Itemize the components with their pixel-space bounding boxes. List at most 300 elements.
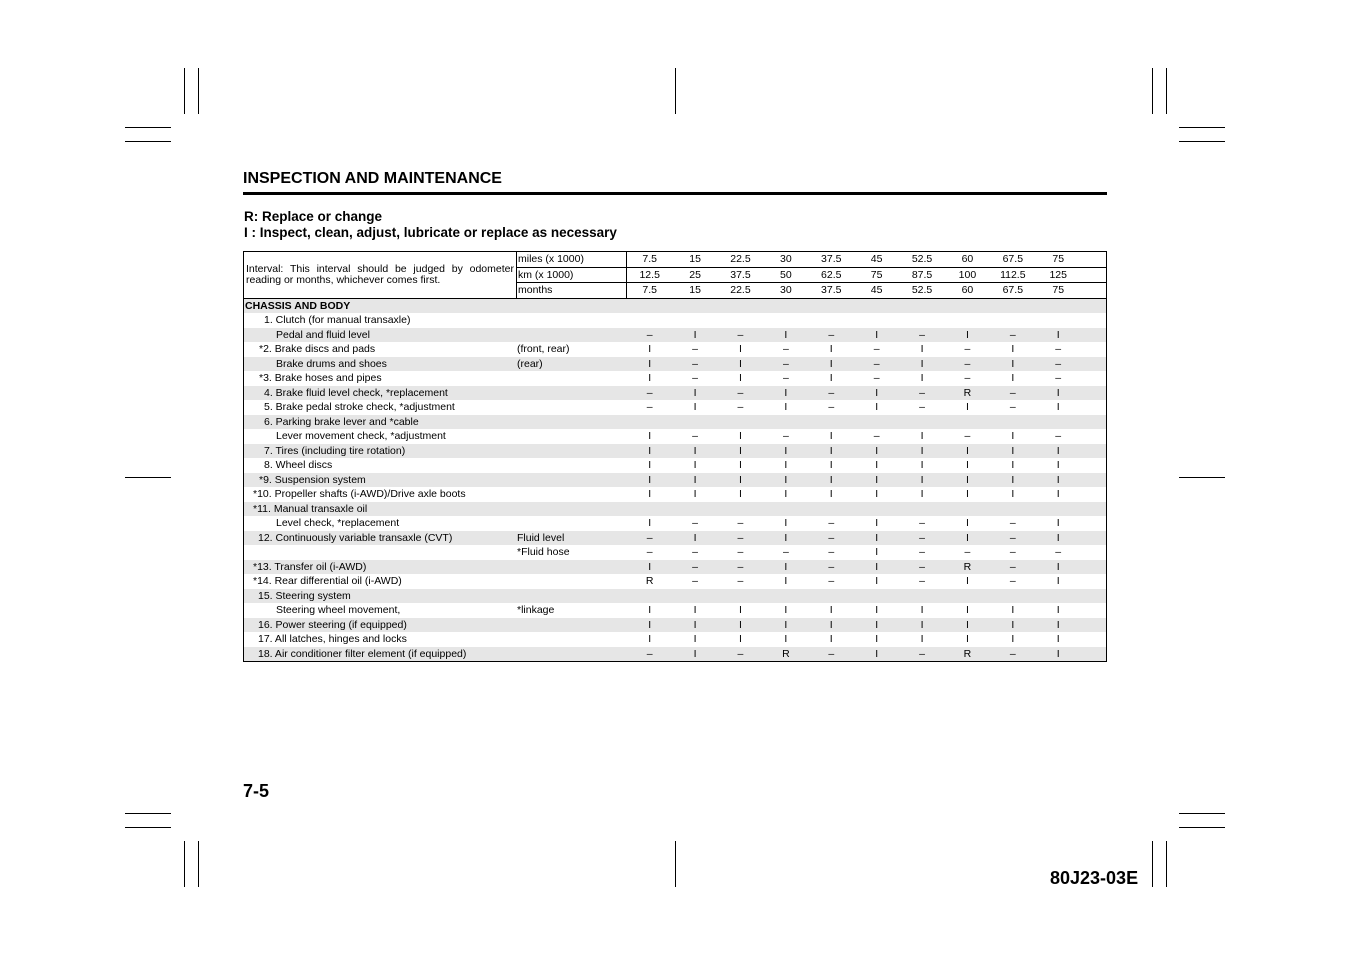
- schedule-cell: –: [964, 343, 971, 356]
- schedule-cell: I: [829, 633, 833, 646]
- schedule-cell: I: [1011, 372, 1015, 385]
- interval-value: 60: [961, 284, 974, 297]
- interval-value: 22.5: [730, 253, 751, 266]
- interval-unit: miles (x 1000): [517, 252, 627, 267]
- schedule-cell: I: [965, 488, 969, 501]
- table-row: [244, 386, 1106, 401]
- schedule-cell: –: [919, 401, 925, 414]
- schedule-cell: –: [828, 531, 835, 544]
- schedule-cell: R: [963, 647, 972, 660]
- schedule-cell: –: [737, 546, 744, 559]
- table-row: [244, 502, 1106, 517]
- table-row: [244, 473, 1106, 488]
- schedule-cell: I: [1056, 386, 1060, 399]
- schedule-cell: I: [875, 575, 879, 588]
- interval-row: [517, 267, 1106, 283]
- schedule-cell: –: [1009, 401, 1016, 414]
- schedule-cell: I: [1011, 430, 1015, 443]
- schedule-cell: I: [875, 386, 879, 399]
- schedule-cell: I: [875, 459, 879, 472]
- schedule-cell: I: [648, 444, 652, 457]
- schedule-cell: I: [648, 604, 652, 617]
- schedule-cell: R: [963, 386, 972, 399]
- schedule-cell: –: [964, 430, 971, 443]
- schedule-cell: I: [875, 633, 879, 646]
- schedule-cell: –: [1055, 372, 1062, 385]
- schedule-cell: I: [784, 531, 788, 544]
- schedule-cell: I: [784, 473, 788, 486]
- maintenance-item: Pedal and fluid level: [276, 328, 370, 341]
- schedule-cell: –: [873, 343, 880, 356]
- schedule-cell: I: [875, 488, 879, 501]
- schedule-cell: –: [737, 386, 744, 399]
- interval-value: 30: [780, 253, 792, 266]
- schedule-cell: I: [784, 328, 788, 341]
- schedule-cell: I: [829, 459, 833, 472]
- table-row: [244, 313, 1106, 328]
- schedule-cell: I: [784, 386, 788, 399]
- schedule-cell: –: [873, 357, 880, 370]
- table-row: [244, 632, 1106, 647]
- schedule-cell: I: [875, 647, 879, 660]
- schedule-cell: –: [919, 386, 925, 399]
- document-code: 80J23-03E: [1050, 868, 1139, 888]
- schedule-cell: I: [693, 488, 697, 501]
- maintenance-item: 18. Air conditioner filter element (if equipped): [258, 647, 467, 660]
- schedule-cell: I: [739, 459, 742, 472]
- maintenance-item: 6. Parking brake lever and *cable: [264, 415, 419, 428]
- schedule-cell: I: [829, 372, 833, 385]
- schedule-cell: I: [648, 618, 652, 631]
- schedule-cell: I: [648, 372, 652, 385]
- maintenance-item: 4. Brake fluid level check, *replacement: [264, 386, 448, 399]
- schedule-cell: –: [828, 647, 835, 660]
- schedule-cell: –: [646, 386, 653, 399]
- schedule-cell: –: [692, 430, 698, 443]
- schedule-cell: I: [1056, 517, 1060, 530]
- interval-value: 75: [1052, 284, 1065, 297]
- schedule-cell: I: [875, 517, 879, 530]
- interval-row: [517, 252, 1106, 267]
- table-row: [244, 647, 1106, 662]
- section-title: INSPECTION AND MAINTENANCE: [243, 170, 502, 187]
- maintenance-item: Brake drums and shoes: [276, 357, 387, 370]
- schedule-cell: R: [782, 647, 790, 660]
- maintenance-item: 7. Tires (including tire rotation): [264, 444, 406, 457]
- schedule-cell: I: [829, 618, 833, 631]
- schedule-cell: –: [692, 357, 698, 370]
- schedule-cell: –: [828, 560, 835, 573]
- interval-value: 45: [870, 253, 883, 266]
- interval-value: 15: [689, 253, 701, 266]
- maintenance-item: *10. Propeller shafts (i-AWD)/Drive axle boots: [253, 488, 466, 501]
- schedule-cell: I: [1011, 604, 1015, 617]
- table-row: [244, 618, 1106, 633]
- interval-value: 45: [870, 284, 883, 297]
- schedule-cell: –: [919, 647, 925, 660]
- schedule-cell: –: [1055, 357, 1062, 370]
- schedule-cell: –: [828, 328, 835, 341]
- interval-value: 22.5: [730, 284, 751, 297]
- schedule-cell: –: [919, 517, 925, 530]
- maintenance-item: 16. Power steering (if equipped): [258, 618, 407, 631]
- maintenance-item: 15. Steering system: [258, 589, 351, 602]
- schedule-cell: I: [965, 633, 969, 646]
- schedule-cell: I: [739, 473, 742, 486]
- interval-header: [244, 252, 1106, 299]
- schedule-cell: I: [920, 618, 924, 631]
- item-note: (rear): [517, 357, 543, 370]
- schedule-cell: –: [692, 575, 698, 588]
- schedule-cell: I: [739, 430, 742, 443]
- schedule-cell: I: [1011, 357, 1015, 370]
- schedule-cell: I: [1011, 618, 1015, 631]
- schedule-cell: I: [920, 473, 924, 486]
- interval-unit: km (x 1000): [517, 268, 627, 283]
- schedule-cell: I: [784, 517, 788, 530]
- schedule-cell: –: [1009, 386, 1016, 399]
- schedule-cell: R: [645, 575, 654, 588]
- schedule-cell: I: [784, 401, 788, 414]
- schedule-cell: –: [1009, 328, 1016, 341]
- schedule-cell: I: [829, 473, 833, 486]
- schedule-cell: I: [693, 386, 697, 399]
- schedule-cell: –: [1055, 343, 1062, 356]
- schedule-cell: –: [1009, 647, 1016, 660]
- schedule-cell: –: [919, 546, 925, 559]
- schedule-cell: I: [648, 560, 652, 573]
- schedule-cell: –: [1055, 546, 1062, 559]
- table-row: [244, 371, 1106, 386]
- schedule-cell: I: [648, 343, 652, 356]
- schedule-cell: –: [782, 343, 789, 356]
- schedule-cell: I: [648, 517, 652, 530]
- schedule-cell: –: [737, 328, 744, 341]
- schedule-cell: I: [1056, 633, 1060, 646]
- maintenance-item: 5. Brake pedal stroke check, *adjustment: [264, 401, 455, 414]
- schedule-cell: I: [920, 372, 924, 385]
- schedule-cell: –: [919, 328, 925, 341]
- interval-value: 52.5: [911, 284, 933, 297]
- schedule-cell: I: [1056, 531, 1060, 544]
- schedule-cell: I: [693, 618, 697, 631]
- interval-note: Interval: This interval should be judged by odometer reading or months, whichever comes first.: [244, 252, 517, 298]
- schedule-cell: I: [829, 488, 833, 501]
- schedule-cell: I: [829, 343, 833, 356]
- schedule-cell: –: [919, 575, 925, 588]
- schedule-cell: I: [875, 560, 879, 573]
- interval-unit: months: [517, 283, 627, 298]
- maintenance-item: *13. Transfer oil (i-AWD): [253, 560, 367, 573]
- interval-value: 50: [780, 268, 792, 281]
- schedule-cell: –: [1009, 575, 1016, 588]
- schedule-cell: –: [1009, 531, 1016, 544]
- schedule-cell: I: [829, 357, 833, 370]
- page-number: 7-5: [243, 781, 270, 801]
- interval-value: 15: [689, 284, 701, 297]
- schedule-cell: I: [784, 575, 788, 588]
- schedule-cell: –: [692, 560, 698, 573]
- schedule-cell: I: [1056, 647, 1060, 660]
- schedule-cell: I: [1056, 444, 1060, 457]
- schedule-cell: I: [965, 459, 969, 472]
- maintenance-item: 17. All latches, hinges and locks: [258, 633, 407, 646]
- schedule-cell: I: [693, 531, 697, 544]
- interval-value: 37.5: [821, 253, 842, 266]
- schedule-cell: I: [648, 633, 652, 646]
- schedule-cell: I: [1056, 560, 1060, 573]
- schedule-cell: –: [692, 372, 698, 385]
- table-row: [244, 328, 1106, 343]
- maintenance-item: *11. Manual transaxle oil: [253, 502, 368, 515]
- schedule-cell: I: [1011, 459, 1015, 472]
- schedule-cell: I: [965, 604, 969, 617]
- maintenance-item: Lever movement check, *adjustment: [276, 430, 446, 443]
- schedule-cell: –: [692, 517, 698, 530]
- schedule-cell: I: [739, 618, 742, 631]
- table-row: [244, 342, 1106, 357]
- schedule-cell: –: [646, 546, 653, 559]
- interval-values: [517, 252, 1106, 298]
- schedule-cell: –: [828, 575, 835, 588]
- schedule-cell: I: [693, 401, 697, 414]
- schedule-cell: I: [920, 444, 924, 457]
- table-row: [244, 400, 1106, 415]
- interval-value: 12.5: [639, 268, 660, 281]
- interval-row: [517, 282, 1106, 298]
- interval-value: 100: [958, 268, 977, 281]
- schedule-cell: I: [875, 401, 879, 414]
- table-row: [244, 574, 1106, 589]
- interval-value: 75: [870, 268, 883, 281]
- schedule-cell: I: [1056, 604, 1060, 617]
- schedule-cell: –: [692, 546, 698, 559]
- schedule-cell: I: [784, 488, 788, 501]
- interval-value: 67.5: [1002, 284, 1024, 297]
- schedule-cell: I: [1056, 328, 1060, 341]
- schedule-cell: I: [784, 560, 788, 573]
- schedule-cell: I: [875, 618, 879, 631]
- interval-value: 37.5: [730, 268, 751, 281]
- schedule-cell: I: [1056, 575, 1060, 588]
- table-row: [244, 545, 1106, 560]
- schedule-cell: I: [965, 444, 969, 457]
- schedule-cell: I: [920, 633, 924, 646]
- item-note: *linkage: [517, 604, 555, 617]
- maintenance-item: *14. Rear differential oil (i-AWD): [253, 575, 402, 588]
- schedule-cell: –: [737, 560, 744, 573]
- schedule-cell: I: [784, 459, 788, 472]
- table-row: [244, 589, 1106, 604]
- interval-value: 62.5: [821, 268, 842, 281]
- maintenance-item: 1. Clutch (for manual transaxle): [264, 314, 411, 327]
- interval-value: 60: [961, 253, 974, 266]
- interval-value: 75: [1052, 253, 1065, 266]
- schedule-cell: I: [920, 604, 924, 617]
- schedule-cell: I: [1011, 444, 1015, 457]
- schedule-cell: I: [920, 459, 924, 472]
- schedule-cell: –: [1009, 560, 1016, 573]
- schedule-cell: –: [828, 546, 835, 559]
- schedule-cell: I: [829, 604, 833, 617]
- interval-value: 52.5: [911, 253, 933, 266]
- schedule-cell: I: [875, 531, 879, 544]
- schedule-cell: –: [646, 531, 653, 544]
- schedule-cell: –: [828, 517, 835, 530]
- schedule-cell: I: [1056, 488, 1060, 501]
- schedule-cell: I: [693, 473, 697, 486]
- maintenance-schedule-table: [243, 251, 1107, 662]
- schedule-cell: I: [920, 357, 924, 370]
- title-divider: [243, 192, 1107, 195]
- interval-value: 87.5: [911, 268, 933, 281]
- schedule-cell: –: [873, 372, 880, 385]
- maintenance-item: 12. Continuously variable transaxle (CVT): [258, 531, 453, 544]
- schedule-cell: I: [739, 372, 742, 385]
- interval-value: 67.5: [1002, 253, 1024, 266]
- schedule-cell: I: [875, 546, 879, 559]
- table-row: [244, 603, 1106, 618]
- table-row: [244, 458, 1106, 473]
- schedule-cell: I: [784, 618, 788, 631]
- schedule-cell: –: [1055, 430, 1062, 443]
- schedule-cell: I: [784, 444, 788, 457]
- interval-value: 112.5: [1000, 268, 1026, 281]
- schedule-cell: I: [875, 328, 879, 341]
- table-row: [244, 357, 1106, 372]
- schedule-cell: I: [739, 343, 742, 356]
- schedule-cell: –: [964, 357, 971, 370]
- schedule-cell: I: [875, 604, 879, 617]
- schedule-cell: I: [920, 343, 924, 356]
- schedule-cell: I: [693, 604, 697, 617]
- schedule-cell: I: [875, 473, 879, 486]
- table-row: [244, 444, 1106, 459]
- schedule-cell: –: [782, 430, 789, 443]
- schedule-cell: I: [1011, 343, 1015, 356]
- schedule-cell: I: [965, 473, 969, 486]
- schedule-cell: –: [782, 372, 789, 385]
- table-row: [244, 560, 1106, 575]
- schedule-cell: I: [1056, 618, 1060, 631]
- schedule-cell: –: [782, 357, 789, 370]
- schedule-cell: I: [965, 575, 969, 588]
- schedule-cell: I: [965, 531, 969, 544]
- maintenance-item: *3. Brake hoses and pipes: [259, 372, 382, 385]
- schedule-cell: I: [965, 328, 969, 341]
- schedule-cell: I: [1056, 401, 1060, 414]
- schedule-cell: I: [693, 459, 697, 472]
- legend-replace: R: Replace or change: [244, 209, 383, 224]
- item-note: (front, rear): [517, 343, 570, 356]
- schedule-cell: I: [784, 604, 788, 617]
- schedule-cell: –: [1009, 517, 1016, 530]
- interval-value: 7.5: [642, 253, 657, 266]
- interval-value: 37.5: [821, 284, 842, 297]
- interval-value: 7.5: [642, 284, 657, 297]
- maintenance-item: Steering wheel movement,: [276, 604, 401, 617]
- interval-value: 25: [689, 268, 701, 281]
- schedule-cell: I: [693, 647, 697, 660]
- schedule-cell: –: [919, 531, 925, 544]
- item-note: *Fluid hose: [517, 546, 570, 559]
- schedule-cell: I: [739, 633, 742, 646]
- schedule-cell: –: [737, 531, 744, 544]
- schedule-cell: I: [965, 517, 969, 530]
- schedule-cell: I: [1056, 459, 1060, 472]
- schedule-cell: I: [739, 488, 742, 501]
- schedule-cell: –: [828, 386, 835, 399]
- table-row: [244, 415, 1106, 430]
- schedule-cell: –: [782, 546, 789, 559]
- schedule-cell: –: [828, 401, 835, 414]
- item-note: Fluid level: [517, 531, 565, 544]
- schedule-cell: –: [737, 647, 744, 660]
- schedule-cell: –: [646, 647, 653, 660]
- schedule-cell: I: [965, 401, 969, 414]
- schedule-cell: –: [646, 328, 653, 341]
- legend-inspect: I : Inspect, clean, adjust, lubricate or replace as necessary: [244, 225, 617, 240]
- table-row: [244, 487, 1106, 502]
- schedule-cell: I: [875, 444, 879, 457]
- schedule-cell: I: [648, 430, 652, 443]
- schedule-cell: –: [692, 343, 698, 356]
- schedule-cell: I: [784, 633, 788, 646]
- schedule-cell: I: [739, 444, 742, 457]
- section-heading-row: [244, 299, 1106, 314]
- table-row: [244, 516, 1106, 531]
- schedule-cell: –: [737, 517, 744, 530]
- schedule-cell: –: [964, 546, 971, 559]
- schedule-cell: I: [920, 430, 924, 443]
- schedule-cell: –: [737, 401, 744, 414]
- schedule-cell: I: [739, 604, 742, 617]
- schedule-cell: I: [829, 430, 833, 443]
- schedule-cell: –: [737, 575, 744, 588]
- maintenance-item: 8. Wheel discs: [264, 459, 333, 472]
- schedule-cell: I: [648, 488, 652, 501]
- schedule-cell: I: [1056, 473, 1060, 486]
- interval-value: 30: [780, 284, 792, 297]
- schedule-cell: I: [739, 357, 742, 370]
- schedule-cell: I: [1011, 633, 1015, 646]
- table-row: [244, 429, 1106, 444]
- section-heading: CHASSIS AND BODY: [245, 299, 351, 312]
- schedule-rows: [244, 313, 1106, 661]
- schedule-cell: I: [693, 328, 697, 341]
- schedule-cell: I: [1011, 473, 1015, 486]
- schedule-cell: –: [646, 401, 653, 414]
- maintenance-item: *9. Suspension system: [259, 473, 366, 486]
- interval-value: 125: [1049, 268, 1067, 281]
- schedule-cell: –: [919, 560, 925, 573]
- schedule-cell: I: [648, 473, 652, 486]
- schedule-cell: I: [648, 459, 652, 472]
- schedule-cell: –: [1009, 546, 1016, 559]
- schedule-cell: I: [648, 357, 652, 370]
- maintenance-item: *2. Brake discs and pads: [259, 343, 376, 356]
- table-row: [244, 531, 1106, 546]
- schedule-cell: R: [963, 560, 972, 573]
- schedule-cell: I: [920, 488, 924, 501]
- schedule-cell: –: [873, 430, 880, 443]
- schedule-cell: I: [693, 633, 697, 646]
- schedule-cell: –: [964, 372, 971, 385]
- schedule-cell: I: [693, 444, 697, 457]
- schedule-cell: I: [965, 618, 969, 631]
- maintenance-item: Level check, *replacement: [276, 517, 400, 530]
- schedule-cell: I: [829, 444, 833, 457]
